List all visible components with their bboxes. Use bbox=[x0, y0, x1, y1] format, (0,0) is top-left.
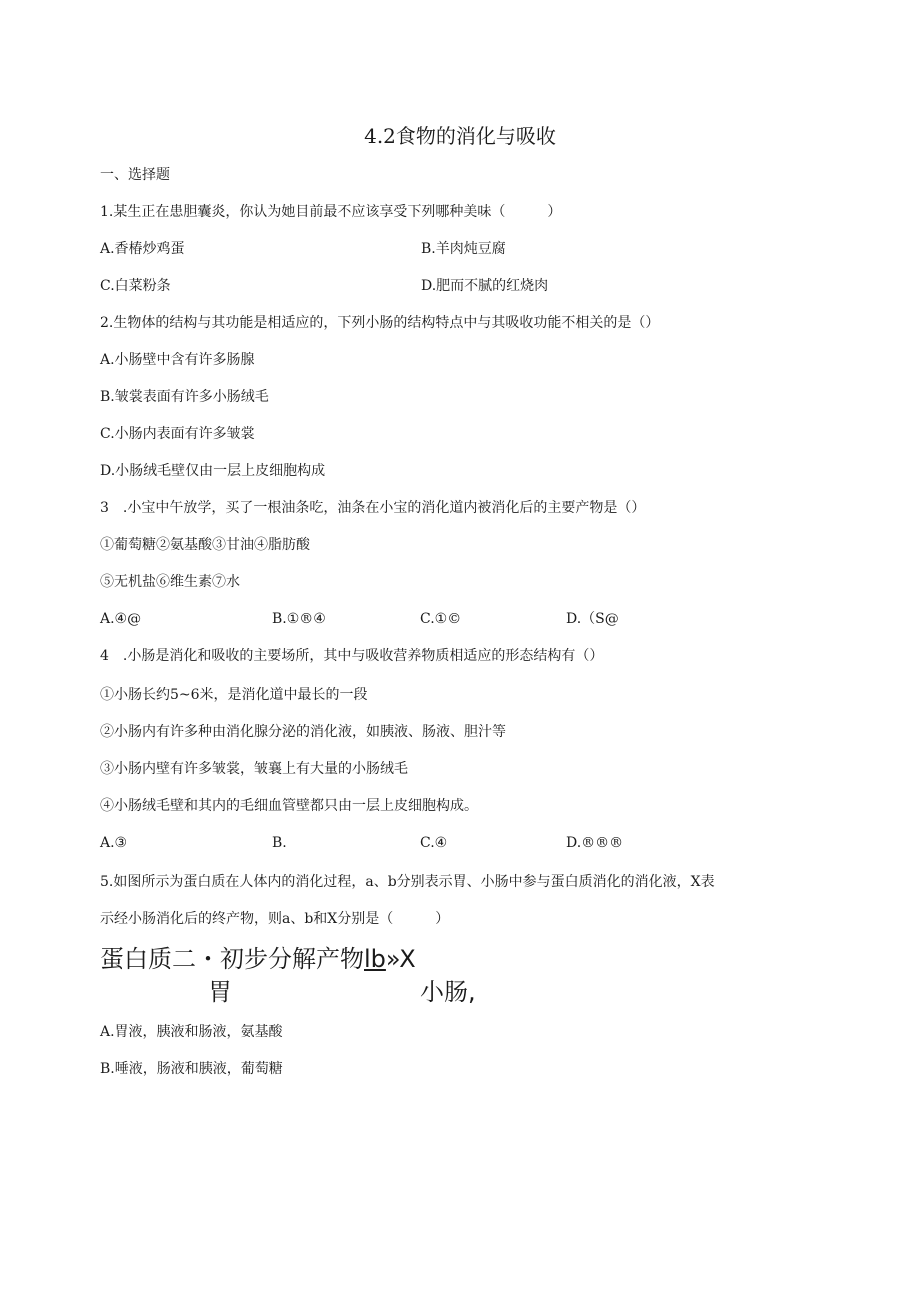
q4-statement-1: ①小肠长约5~6米，是消化道中最长的一段 bbox=[100, 687, 368, 703]
q2-stem: 2.生物体的结构与其功能是相适应的，下列小肠的结构特点中与其吸收功能不相关的是（） bbox=[100, 315, 660, 331]
q2-option-a: A.小肠壁中含有许多肠腺 bbox=[100, 352, 255, 368]
digestion-diagram-main-line bbox=[100, 944, 416, 974]
diagram-intestine-label: 小肠, bbox=[420, 978, 476, 1006]
q3-option-d: D.（S@ bbox=[566, 611, 619, 627]
q4-statement-2: ②小肠内有许多种由消化腺分泌的消化液，如胰液、肠液、胆汁等 bbox=[100, 724, 506, 740]
q3-stem: 3 .小宝中午放学，买了一根油条吃，油条在小宝的消化道内被消化后的主要产物是（） bbox=[100, 500, 646, 516]
q4-stem: 4 .小肠是消化和吸收的主要场所，其中与吸收营养物质相适应的形态结构有（） bbox=[100, 648, 604, 664]
q4-option-a: A.③ bbox=[100, 835, 128, 851]
diagram-lb-label: lb bbox=[364, 945, 386, 973]
q3-items-line2: ⑤无机盐⑥维生素⑦水 bbox=[100, 574, 240, 590]
diagram-process-text: 蛋白质二・初步分解产物 bbox=[100, 945, 364, 973]
q4-option-d: D.®®® bbox=[566, 835, 624, 851]
q1-option-d: D.肥而不腻的红烧肉 bbox=[421, 278, 549, 294]
q3-option-c: C.①© bbox=[420, 611, 462, 627]
diagram-stomach-label: 胃 bbox=[208, 978, 232, 1006]
diagram-end-product: »X bbox=[385, 945, 416, 973]
q4-option-c: C.④ bbox=[420, 835, 448, 851]
q3-option-b: B.①®④ bbox=[272, 611, 326, 627]
q1-stem: 1.某生正在患胆囊炎，你认为她目前最不应该享受下列哪种美味（ ） bbox=[100, 204, 562, 220]
q3-option-a: A.④@ bbox=[100, 611, 142, 627]
q5-stem-line2: 示经小肠消化后的终产物，则a、b和X分别是（ ） bbox=[100, 911, 450, 927]
q4-statement-4: ④小肠绒毛壁和其内的毛细血管壁都只由一层上皮细胞构成。 bbox=[100, 798, 478, 814]
q1-option-a: A.香椿炒鸡蛋 bbox=[100, 241, 185, 257]
q4-option-b: B. bbox=[272, 835, 287, 851]
q5-option-a: A.胃液，胰液和肠液，氨基酸 bbox=[100, 1024, 283, 1040]
q1-option-c: C.白菜粉条 bbox=[100, 278, 171, 294]
page-title: 4.2食物的消化与吸收 bbox=[364, 124, 556, 148]
q2-option-d: D.小肠绒毛壁仅由一层上皮细胞构成 bbox=[100, 463, 326, 479]
section-heading: 一、选择题 bbox=[100, 167, 170, 183]
q3-items-line1: ①葡萄糖②氨基酸③甘油④脂肪酸 bbox=[100, 537, 310, 553]
q2-option-c: C.小肠内表面有许多皱裳 bbox=[100, 426, 255, 442]
q5-stem-line1: 5.如图所示为蛋白质在人体内的消化过程，a、b分别表示胃、小肠中参与蛋白质消化的消化液，X表 bbox=[100, 874, 715, 890]
q1-option-b: B.羊肉炖豆腐 bbox=[421, 241, 506, 257]
q2-option-b: B.皱裳表面有许多小肠绒毛 bbox=[100, 389, 269, 405]
q4-statement-3: ③小肠内壁有许多皱裳，皱襄上有大量的小肠绒毛 bbox=[100, 761, 408, 777]
q5-option-b: B.唾液，肠液和胰液，葡萄糖 bbox=[100, 1061, 283, 1077]
